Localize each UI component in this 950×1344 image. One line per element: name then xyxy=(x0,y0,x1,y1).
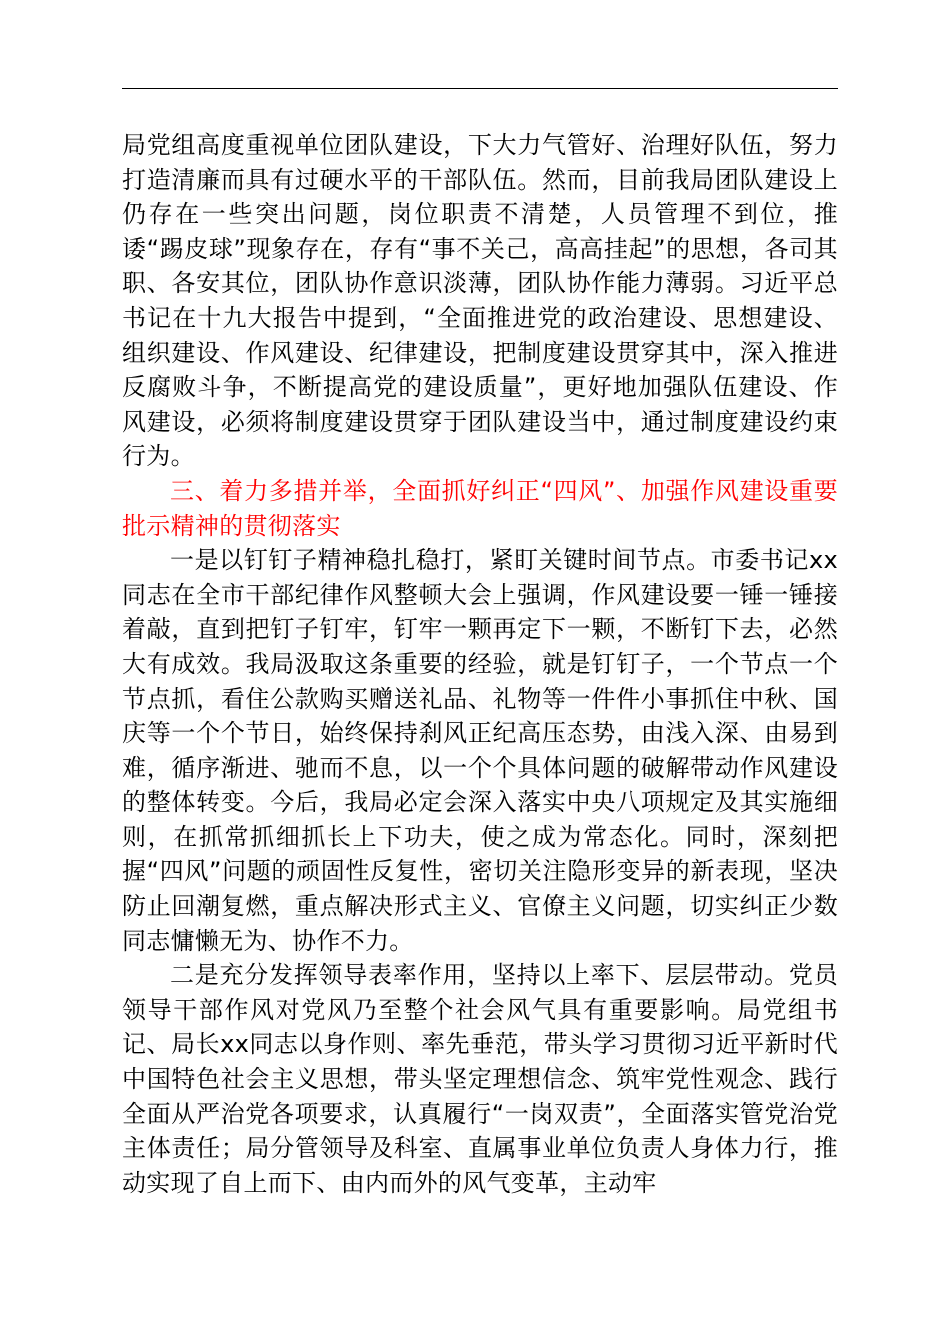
header-rule xyxy=(122,88,838,89)
paragraph-team-building: 局党组高度重视单位团队建设，下大力气管好、治理好队伍，努力打造清廉而具有过硬水平的干部队伍。然而，目前我局团队建设上仍存在一些突出问题，岗位职责不清楚，人员管理不到位，推诿“踢皮球”现象存在，存有“事不关己，高高挂起”的思想，各司其职、各安其位，团队协作意识淡薄，团队协作能力薄弱。习近平总书记在十九大报告中提到，“全面推进党的政治建设、思想建设、组织建设、作风建设、纪律建设，把制度建设贯穿其中，深入推进反腐败斗争，不断提高党的建设质量”，更好地加强队伍建设、作风建设，必须将制度建设贯穿于团队建设当中，通过制度建设约束行为。 xyxy=(122,131,838,471)
section-heading-three: 三、着力多措并举，全面抓好纠正“四风”、加强作风建设重要批示精神的贯彻落实 xyxy=(122,476,838,540)
document-body xyxy=(122,128,838,1200)
paragraph-point-one: 一是以钉钉子精神稳扎稳打，紧盯关键时间节点。市委书记xx同志在全市干部纪律作风整顿大会上强调，作风建设要一锤一锤接着敲，直到把钉子钉牢，钉牢一颗再定下一颗，不断钉下去，必然大有成效。我局汲取这条重要的经验，就是钉钉子，一个节点一个节点抓，看住公款购买赠送礼品、礼物等一件件小事抓住中秋、国庆等一个个节日，始终保持刹风正纪高压态势，由浅入深、由易到难，循序渐进、驰而不息，以一个个具体问题的破解带动作风建设的整体转变。今后，我局必定会深入落实中央八项规定及其实施细则，在抓常抓细抓长上下功夫，使之成为常态化。同时，深刻把握“四风”问题的顽固性反复性，密切关注隐形变异的新表现，坚决防止回潮复燃，重点解决形式主义、官僚主义问题，切实纠正少数同志慵懒无为、协作不力。 xyxy=(122,546,838,955)
paragraph-point-two: 二是充分发挥领导表率作用，坚持以上率下、层层带动。党员领导干部作风对党风乃至整个社会风气具有重要影响。局党组书记、局长xx同志以身作则、率先垂范，带头学习贯彻习近平新时代中国特色社会主义思想，带头坚定理想信念、筑牢党性观念、践行全面从严治党各项要求，认真履行“一岗双责”，全面落实管党治党主体责任；局分管领导及科室、直属事业单位负责人身体力行，推动实现了自上而下、由内而外的风气变革，主动牢 xyxy=(122,961,838,1197)
